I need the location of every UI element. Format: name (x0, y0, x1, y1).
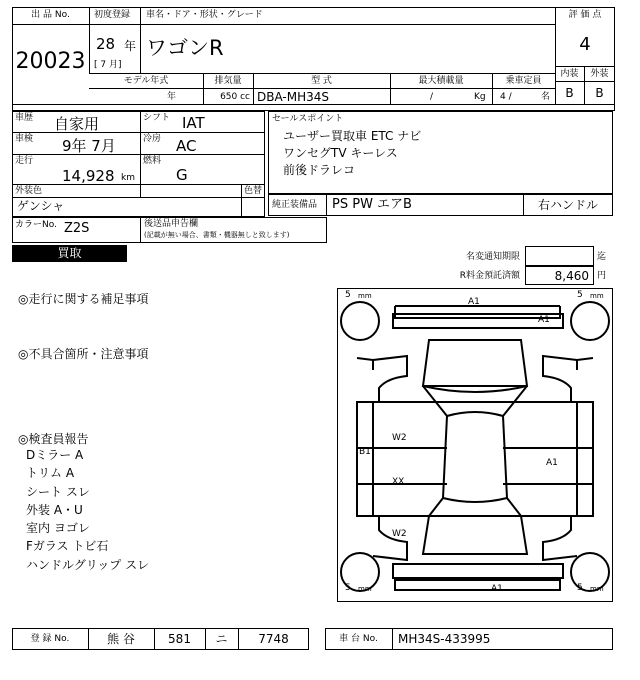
type-label: 型 式 (311, 76, 332, 86)
tire-fr-depth: 5 (577, 290, 583, 300)
mileage-unit: km (121, 173, 135, 183)
name-label: 車名・ドア・形状・グレード (146, 10, 263, 20)
displacement-value: 650 cc (220, 92, 250, 102)
reg-number: 7748 (258, 632, 289, 646)
sales-line-1: ユーザー買取車 ETC ナビ (283, 129, 422, 143)
sales-line-2: ワンセグTV キーレス (283, 146, 398, 160)
chassis-no: MH34S-433995 (398, 632, 491, 646)
model-year-label: モデル年式 (123, 76, 169, 86)
displacement-label: 排気量 (214, 76, 242, 86)
tire-rr-unit: mm (590, 585, 604, 593)
handle-value: 右ハンドル (537, 198, 598, 212)
mark-left-fender: B1 (359, 447, 371, 457)
mark-left-rear-qtr: W2 (392, 529, 407, 539)
reg-class: 581 (168, 632, 191, 646)
score-value: 4 (579, 34, 591, 55)
inspector-item: Dミラー A (26, 448, 84, 462)
interior-label: 内装 (560, 69, 579, 79)
fuel-label: 燃料 (143, 156, 162, 166)
recycle-value: 8,460 (554, 269, 589, 283)
reg-no-label: 登 録 No. (30, 634, 70, 644)
max-load-unit: Kg (474, 92, 486, 102)
sales-title: セールスポイント (272, 114, 344, 124)
equipment-label: 純正装備品 (272, 200, 318, 210)
change-notice-box (525, 246, 594, 266)
shift-value: IAT (182, 114, 205, 132)
recycle-label: R料金預託済額 (459, 271, 520, 281)
capacity-unit: 名 (541, 92, 551, 102)
equipment-value: PS PW エアB (332, 197, 412, 212)
change-notice-unit: 迄 (597, 252, 607, 262)
chassis-label: 車 台 No. (339, 634, 378, 644)
lot-number: 20023 (15, 49, 86, 74)
history-value: 自家用 (54, 115, 100, 133)
aftermarket-note: (記載が無い場合、書類・機器無しと致します) (144, 231, 290, 239)
mark-rear-bumper: A1 (491, 584, 503, 594)
sales-line-3: 前後ドラレコ (283, 163, 356, 177)
reg-kana: ニ (215, 632, 228, 646)
purchase-badge: 買取 (12, 245, 127, 262)
color-change-label: 色替 (244, 186, 263, 196)
mark-front-bumper: A1 (468, 297, 480, 307)
history-label: 車歴 (15, 113, 34, 123)
shift-label: シフト (143, 113, 171, 123)
tire-rl-depth: 5 (345, 583, 351, 593)
car-outline (337, 288, 613, 602)
inspector-item: 外装 A・U (26, 503, 83, 517)
exterior-grade: B (595, 86, 604, 100)
score-label: 評 価 点 (568, 10, 602, 20)
recycle-unit: 円 (597, 271, 607, 281)
reg-month: [ 7 月] (94, 60, 122, 70)
tire-fl-unit: mm (358, 292, 372, 300)
inspection-label: 車検 (15, 134, 34, 144)
reg-year-unit: 年 (124, 39, 137, 53)
model-year-value: 年 (167, 92, 177, 102)
tire-rl-unit: mm (358, 585, 372, 593)
tire-fl-depth: 5 (345, 290, 351, 300)
exterior-color-label: 外装色 (15, 186, 43, 196)
interior-grade: B (565, 86, 574, 100)
inspector-title: ◎検査員報告 (18, 432, 89, 446)
inspector-item: 室内 ヨゴレ (26, 521, 90, 535)
color-no-value: Z2S (64, 221, 90, 236)
mark-left-front-door: W2 (392, 433, 407, 443)
mileage-label: 走行 (15, 156, 34, 166)
ac-label: 冷房 (143, 134, 162, 144)
mark-front-left-bar: A1 (538, 315, 550, 325)
fuel-value: G (176, 166, 188, 184)
inspector-item: Fガラス トビ石 (26, 539, 109, 553)
max-load-label: 最大積載量 (418, 76, 464, 86)
defects-title: ◎不具合箇所・注意事項 (18, 347, 149, 361)
aftermarket-label: 後送品申告欄 (144, 219, 199, 229)
capacity-value: 4 / (500, 92, 512, 102)
tire-fr-unit: mm (590, 292, 604, 300)
inspector-item: ハンドルグリップ スレ (26, 558, 150, 572)
inspector-item: シート スレ (26, 485, 90, 499)
ac-value: AC (176, 137, 197, 155)
mark-left-rear-door: XX (392, 477, 405, 487)
capacity-label: 乗車定員 (505, 76, 542, 86)
car-name: ワゴンR (146, 36, 224, 60)
driving-notes-title: ◎走行に関する補足事項 (18, 292, 149, 306)
color-no-label: カラーNo. (15, 220, 57, 230)
inspection-value: 9年 7月 (62, 137, 116, 155)
mark-right-side: A1 (546, 458, 558, 468)
exterior-color-value: ゲンシャ (17, 199, 65, 213)
lot-label: 出 品 No. (31, 10, 70, 20)
tire-rr-depth: 5 (577, 583, 583, 593)
exterior-label: 外装 (590, 69, 609, 79)
change-notice-label: 名変通知期限 (465, 252, 520, 262)
reg-place: 熊 谷 (107, 632, 135, 646)
reg-label: 初度登録 (94, 10, 131, 20)
inspector-item: トリム A (26, 466, 75, 480)
type-value: DBA-MH34S (257, 90, 330, 104)
mileage-value: 14,928 (62, 167, 115, 185)
max-load-value: / (430, 92, 434, 102)
reg-year: 28 (96, 35, 116, 53)
